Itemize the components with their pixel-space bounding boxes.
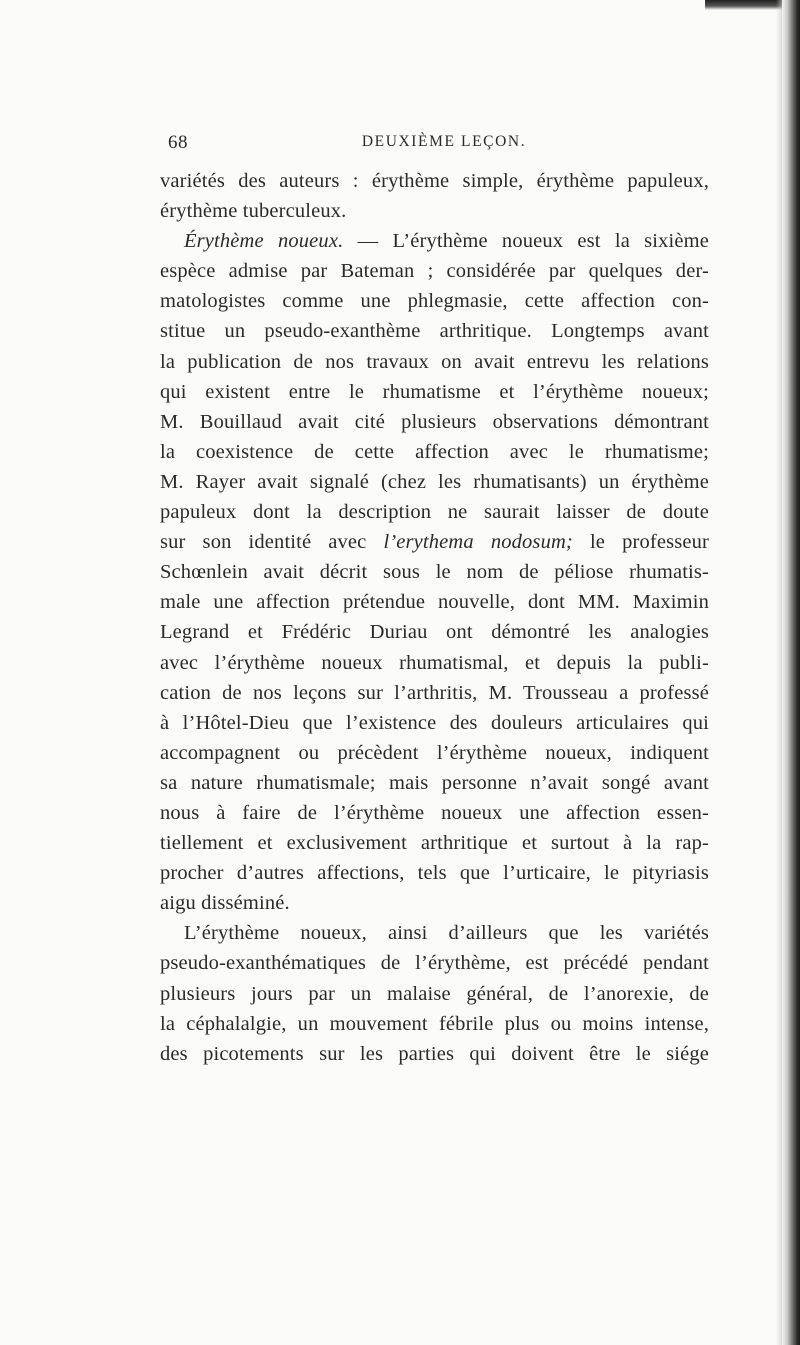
text-line: des picotements sur les parties qui doivent être le siége [160,1042,709,1065]
text-line: stitue un pseudo-exanthème arthritique. Longtemps avant [160,320,709,343]
running-title: DEUXIÈME LEÇON. [361,133,527,150]
text-line: M. Rayer avait signalé (chez les rhumatisants) un érythème [160,470,709,493]
text-line: procher d’autres affections, tels que l’urticaire, le pityriasis [160,862,709,885]
text-line: variétés des auteurs : érythème simple, érythème papuleux, [160,170,709,192]
latin-term: l’erythema nodosum; [383,531,573,554]
text-line [160,226,709,256]
text-line: espèce admise par Bateman ; considérée par quelques der- [160,260,709,283]
text-fragment: — L’érythème noueux est la sixième [343,230,709,253]
text-line: cation de nos leçons sur l’arthritis, M. Trousseau a professé [160,681,709,704]
text-line [160,527,709,557]
page-number: 68 [168,132,188,153]
text-line: la coexistence de cette affection avec le rhumatisme; [160,440,709,463]
text-line: avec l’érythème noueux rhumatismal, et depuis la publi- [160,651,709,674]
text-line: aigu disséminé. [160,892,290,915]
page-header [168,132,708,160]
text-fragment: sur son identité avec [160,531,384,554]
text-line: sa nature rhumatismale; mais personne n’avait songé avant [160,771,709,794]
text-line: L’érythème noueux, ainsi d’ailleurs que les variétés [184,922,709,945]
text-line: nous à faire de l’érythème noueux une affection essen- [160,801,709,824]
text-line: la céphalalgie, un mouvement fébrile plus ou moins intense, [160,1012,709,1035]
text-line: male une affection prétendue nouvelle, dont MM. Maximin [160,591,709,614]
text-line: qui existent entre le rhumatisme et l’érythème noueux; [160,380,709,403]
text-line: Schœnlein avait décrit sous le nom de péliose rhumatis- [160,561,709,584]
section-heading: Érythème noueux. [184,230,344,253]
text-line: pseudo-exanthématiques de l’érythème, est précédé pendant [160,952,709,975]
text-fragment: le professeur [572,531,709,554]
body-text [160,166,709,1069]
text-line: papuleux dont la description ne saurait laisser de doute [160,501,709,524]
text-line: à l’Hôtel-Dieu que l’existence des douleurs articulaires qui [160,711,709,734]
book-binding-edge [782,0,800,1345]
text-line: la publication de nos travaux on avait entrevu les relations [160,350,709,373]
text-line: matologistes comme une phlegmasie, cette affection con- [160,290,709,313]
text-line: érythème tuberculeux. [160,200,347,223]
text-line: M. Bouillaud avait cité plusieurs observations démontrant [160,410,709,433]
text-line: Legrand et Frédéric Duriau ont démontré les analogies [160,621,709,644]
text-line: tiellement et exclusivement arthritique et surtout à la rap- [160,832,709,855]
text-line: plusieurs jours par un malaise général, de l’anorexie, de [160,982,709,1005]
text-line: accompagnent ou précèdent l’érythème noueux, indiquent [160,741,709,764]
